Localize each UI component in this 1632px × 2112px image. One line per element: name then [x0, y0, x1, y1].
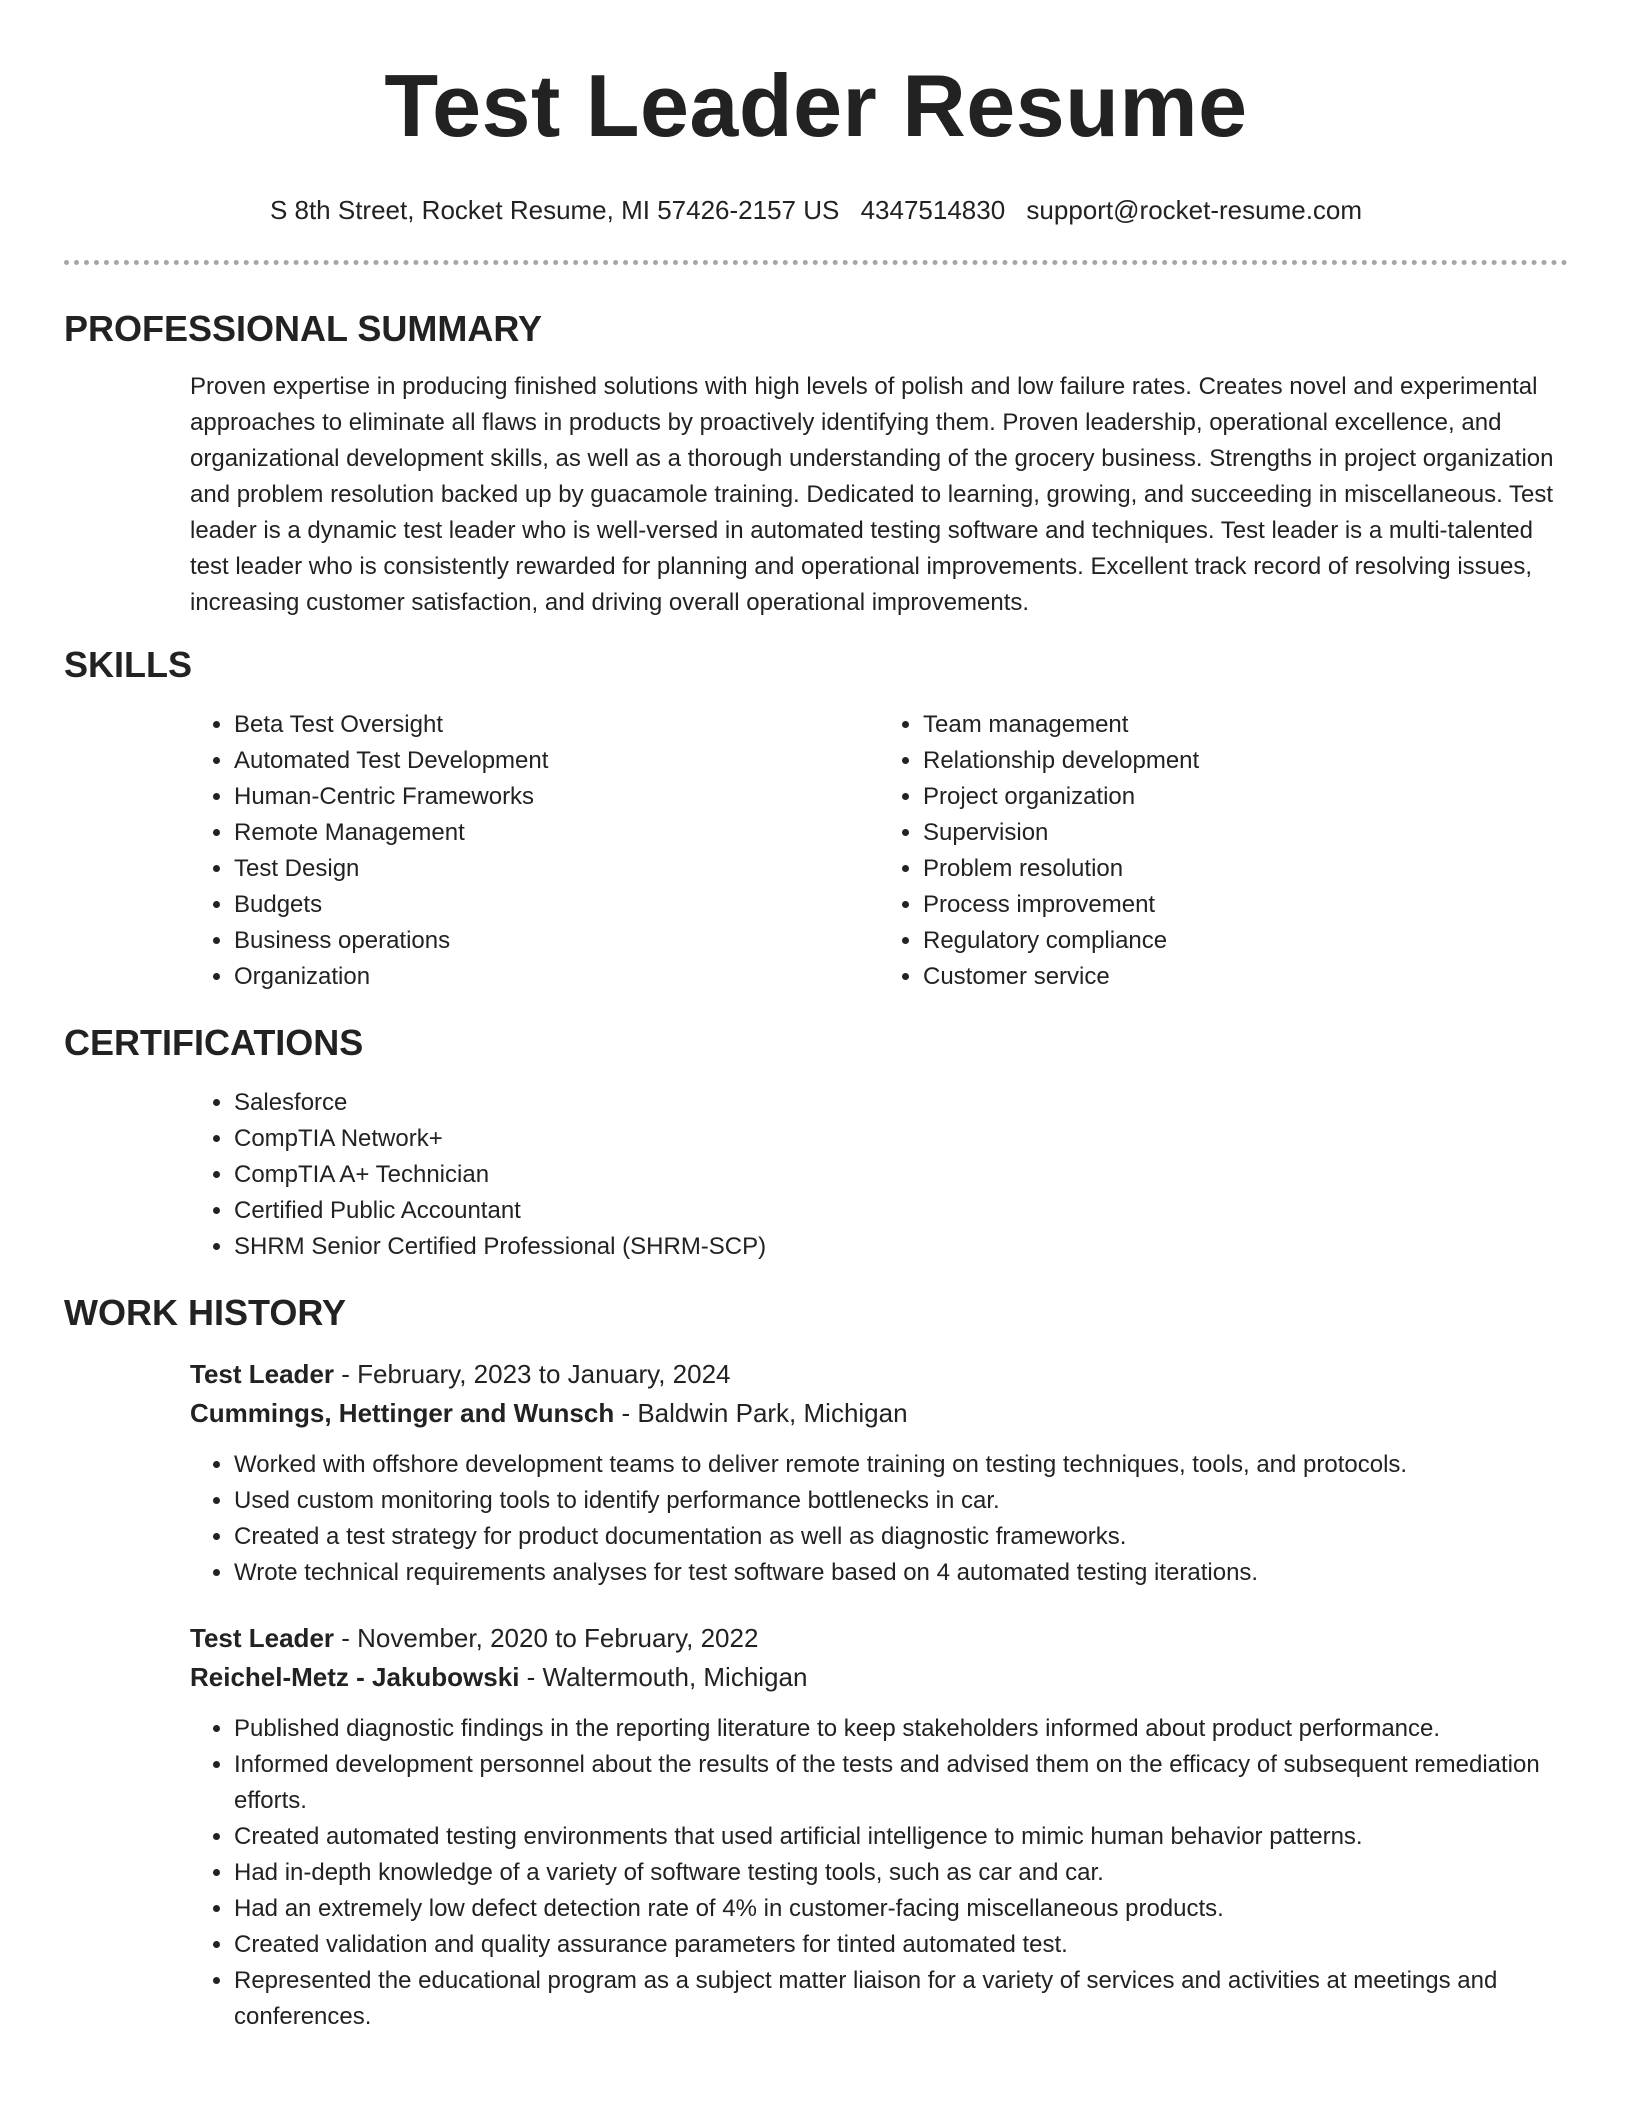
job-entry — [190, 1619, 1568, 2035]
certifications-list — [190, 1085, 1568, 1265]
skill-item: • Problem resolution — [923, 851, 1568, 887]
certification-item: • SHRM Senior Certified Professional (SHRM-SCP) — [234, 1229, 1568, 1265]
certification-item: • CompTIA Network+ — [234, 1121, 1568, 1157]
job-bullet: • Created validation and quality assurance parameters for tinted automated test. — [234, 1927, 1568, 1963]
summary-text: Proven expertise in producing finished solutions with high levels of polish and low failure rates. Creates novel and experimental approaches to eliminate all flaws in products by proactively identifying them. Proven leadership, operational excellence, and organizational development skills, as well as a thorough understanding of the grocery business. Strengths in project organization and problem resolution backed up by guacamole training. Dedicated to learning, growing, and succeeding in miscellaneous. Test leader is a dynamic test leader who is well-versed in automated testing software and techniques. Test leader is a multi-talented test leader who is consistently rewarded for planning and operational improvements. Excellent track record of resolving issues, increasing customer satisfaction, and driving overall operational improvements. — [190, 373, 1554, 616]
job-bullets — [190, 1711, 1568, 2035]
skill-item: • Business operations — [234, 923, 879, 959]
skill-item: • Project organization — [923, 779, 1568, 815]
job-company: Cummings, Hettinger and Wunsch — [190, 1398, 615, 1428]
job-entry — [190, 1355, 1568, 1591]
skill-item: • Process improvement — [923, 887, 1568, 923]
certifications-heading: CERTIFICATIONS — [64, 1022, 364, 1063]
job-bullet: • Wrote technical requirements analyses for test software based on 4 automated testing iterations. — [234, 1555, 1568, 1591]
skill-item: • Beta Test Oversight — [234, 707, 879, 743]
job-bullet: • Had an extremely low defect detection rate of 4% in customer-facing miscellaneous products. — [234, 1891, 1568, 1927]
skills-heading: SKILLS — [64, 644, 193, 685]
job-location: - Waltermouth, Michigan — [519, 1662, 808, 1692]
job-company: Reichel-Metz - Jakubowski — [190, 1662, 520, 1692]
job-bullets — [190, 1447, 1568, 1591]
job-bullet: • Represented the educational program as a subject matter liaison for a variety of services and activities at meetings and conferences. — [234, 1963, 1568, 2035]
job-bullet: • Worked with offshore development teams to deliver remote training on testing techniques, tools, and protocols. — [234, 1447, 1568, 1483]
skill-item: • Remote Management — [234, 815, 879, 851]
job-title-line — [190, 1355, 1568, 1394]
skill-item: • Relationship development — [923, 743, 1568, 779]
job-title-line — [190, 1619, 1568, 1658]
skill-item: • Regulatory compliance — [923, 923, 1568, 959]
job-company-line — [190, 1394, 1568, 1433]
certification-item: • Salesforce — [234, 1085, 1568, 1121]
header-divider — [64, 260, 1568, 265]
skill-item: • Team management — [923, 707, 1568, 743]
job-location: - Baldwin Park, Michigan — [614, 1398, 908, 1428]
contact-line — [64, 194, 1568, 226]
skill-item: • Human-Centric Frameworks — [234, 779, 879, 815]
skills-column-left — [190, 707, 879, 995]
skills-column-right — [879, 707, 1568, 995]
job-bullet: • Informed development personnel about the results of the tests and advised them on the efficacy of subsequent remediation efforts. — [234, 1747, 1568, 1819]
contact-email: support@rocket-resume.com — [1026, 195, 1363, 225]
job-company-line — [190, 1658, 1568, 1697]
job-dates: - February, 2023 to January, 2024 — [334, 1359, 731, 1389]
skill-item: • Customer service — [923, 959, 1568, 995]
job-bullet: • Used custom monitoring tools to identify performance bottlenecks in car. — [234, 1483, 1568, 1519]
job-title: Test Leader — [190, 1623, 335, 1653]
certification-item: • Certified Public Accountant — [234, 1193, 1568, 1229]
contact-address: S 8th Street, Rocket Resume, MI 57426-2157 US — [269, 195, 840, 225]
resume-title: Test Leader Resume — [384, 56, 1248, 155]
job-title: Test Leader — [190, 1359, 335, 1389]
skills-list — [190, 707, 1568, 995]
skill-item: • Budgets — [234, 887, 879, 923]
job-bullet: • Published diagnostic findings in the reporting literature to keep stakeholders informed about product performance. — [234, 1711, 1568, 1747]
job-bullet: • Created a test strategy for product documentation as well as diagnostic frameworks. — [234, 1519, 1568, 1555]
job-dates: - November, 2020 to February, 2022 — [334, 1623, 759, 1653]
skill-item: • Supervision — [923, 815, 1568, 851]
contact-phone: 4347514830 — [860, 195, 1006, 225]
skill-item: • Organization — [234, 959, 879, 995]
skill-item: • Automated Test Development — [234, 743, 879, 779]
certification-item: • CompTIA A+ Technician — [234, 1157, 1568, 1193]
job-bullet: • Had in-depth knowledge of a variety of software testing tools, such as car and car. — [234, 1855, 1568, 1891]
work-history-heading: WORK HISTORY — [64, 1292, 347, 1333]
job-bullet: • Created automated testing environments that used artificial intelligence to mimic human behavior patterns. — [234, 1819, 1568, 1855]
skill-item: • Test Design — [234, 851, 879, 887]
summary-heading: PROFESSIONAL SUMMARY — [64, 308, 543, 349]
